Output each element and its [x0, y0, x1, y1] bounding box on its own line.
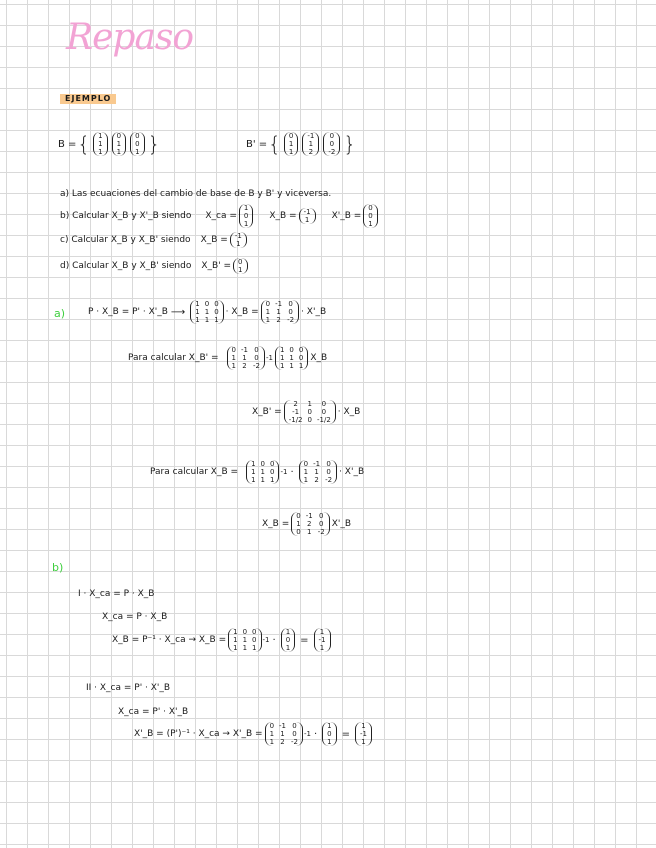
task-b-xb-prime-vector: 0 0 1: [363, 204, 377, 228]
right-brace: }: [147, 132, 161, 156]
part-b-ii-line-3: X'_B = (P')⁻¹ · X_ca → X'_B = 0 -1 0 1 1 0 1 2 -2 -1 · 1 0 1 = 1 -1 1: [134, 722, 374, 746]
task-c-text: c) Calcular X_B y X_B' siendo: [60, 235, 191, 245]
inverse-exponent: -1: [280, 468, 288, 476]
basis-b-prime-vector-1: 0 1 1: [284, 132, 298, 156]
basis-b-prime-label: B' =: [246, 138, 268, 150]
task-b-xb-label: X_B =: [269, 211, 297, 221]
task-a: a) Las ecuaciones del cambio de base de B y B' y viceversa.: [60, 189, 332, 199]
task-c-xb-label: X_B =: [200, 235, 228, 245]
part-a-eq-left: P · X_B = P' · X'_B: [88, 307, 168, 317]
task-d: [60, 258, 250, 274]
matrix-p-copy: 1 0 0 1 1 0 1 1 1: [275, 346, 308, 370]
part-b-ii-line-2: X_ca = P' · X'_B: [118, 707, 189, 717]
calc-xb-prime: [128, 346, 327, 370]
basis-b-vector-3: 0 0 1: [130, 132, 144, 156]
matrix-p-inverse: 1 0 0 1 1 0 1 1 1: [246, 460, 279, 484]
page-title: Repaso: [66, 17, 194, 58]
arrow-icon: ⟶: [170, 306, 186, 318]
part-b-i-line-3: X_B = P⁻¹ · X_ca → X_B = 1 0 0 1 1 0 1 1 1 -1 · 1 0 1 = 1 -1 1: [112, 628, 333, 652]
result2-label: X_B =: [262, 519, 290, 529]
example-label: EJEMPLO: [60, 94, 116, 104]
calc1-label: Para calcular X_B' =: [128, 353, 219, 363]
left-brace: {: [268, 132, 281, 156]
task-c-xb-vector: -1 1: [230, 232, 247, 248]
task-b: [60, 204, 380, 228]
basis-b-prime: [246, 132, 357, 156]
calc-xb: Para calcular X_B = 1 0 0 1 1 0 1 1 1 -1 · 0 -1 0 1 1 0 1 2 -2 · X'_B: [150, 460, 365, 484]
basis-b-prime-vector-2: -1 1 2: [302, 132, 319, 156]
calc2-end: · X'_B: [339, 467, 365, 477]
part-b-i-vector: 1 0 1: [281, 628, 295, 652]
matrix-p: 1 0 0 1 1 0 1 1 1: [190, 300, 223, 324]
calc1-end: X_B: [310, 353, 328, 363]
inverse-exponent: -1: [304, 730, 311, 738]
result2-end: X'_B: [331, 519, 352, 529]
basis-b-label: B =: [58, 138, 77, 150]
task-b-xb-vector: -1 1: [299, 208, 316, 224]
matrix-p-inverse-b: 1 0 0 1 1 0 1 1 1: [228, 628, 261, 652]
result-xb-prime: [252, 400, 360, 424]
basis-b: [58, 132, 161, 156]
part-b-label: b): [52, 561, 64, 574]
matrix-p-prime: 0 -1 0 1 1 0 1 2 -2: [261, 300, 299, 324]
left-brace: {: [77, 132, 91, 156]
task-b-xb-prime-label: X'_B =: [331, 211, 362, 221]
basis-b-vector-1: 1 1 1: [93, 132, 107, 156]
matrix-p-prime-copy: 0 -1 0 1 1 0 1 2 -2: [299, 460, 337, 484]
task-b-xca-label: X_ca =: [205, 211, 237, 221]
part-a-label: a): [54, 307, 66, 320]
result2-matrix: 0 -1 0 1 2 0 0 1 -2: [291, 512, 329, 536]
basis-b-prime-vector-3: 0 0 -2: [323, 132, 340, 156]
part-a-end: · X'_B: [301, 307, 327, 317]
matrix-p-prime-inverse: 0 -1 0 1 1 0 1 2 -2: [227, 346, 265, 370]
task-d-xb-prime-label: X_B' =: [201, 261, 232, 271]
result1-matrix: 2 1 0 -1 0 0 -1/2 0 -1/2: [284, 400, 336, 424]
calc2-label: Para calcular X_B =: [150, 467, 239, 477]
part-b-i-result: 1 -1 1: [314, 628, 331, 652]
inverse-exponent: -1: [265, 354, 273, 362]
part-b-i-line-1: I · X_ca = P · X_B: [78, 589, 155, 599]
task-b-xca-vector: 1 0 1: [239, 204, 253, 228]
part-a-mid: · X_B =: [225, 307, 259, 317]
part-a-equation: [88, 300, 326, 324]
result-xb: [262, 512, 351, 536]
task-d-text: d) Calcular X_B y X_B' siendo: [60, 261, 192, 271]
part-b-ii-vector: 1 0 1: [322, 722, 336, 746]
task-b-text: b) Calcular X_B y X'_B siendo: [60, 211, 192, 221]
matrix-p-prime-inverse-b: 0 -1 0 1 1 0 1 2 -2: [265, 722, 303, 746]
basis-b-vector-2: 0 1 1: [112, 132, 126, 156]
inverse-exponent: -1: [262, 636, 270, 644]
part-b-ii-line-1: II · X_ca = P' · X'_B: [86, 683, 171, 693]
part-b-ii-result: 1 -1 1: [355, 722, 372, 746]
result1-end: · X_B: [337, 407, 361, 417]
task-d-xb-prime-vector: 0 1: [233, 258, 247, 274]
task-c: [60, 232, 249, 248]
right-brace: }: [343, 132, 357, 156]
part-b-i-line-2: X_ca = P · X_B: [102, 612, 168, 622]
result1-label: X_B' =: [252, 407, 282, 417]
